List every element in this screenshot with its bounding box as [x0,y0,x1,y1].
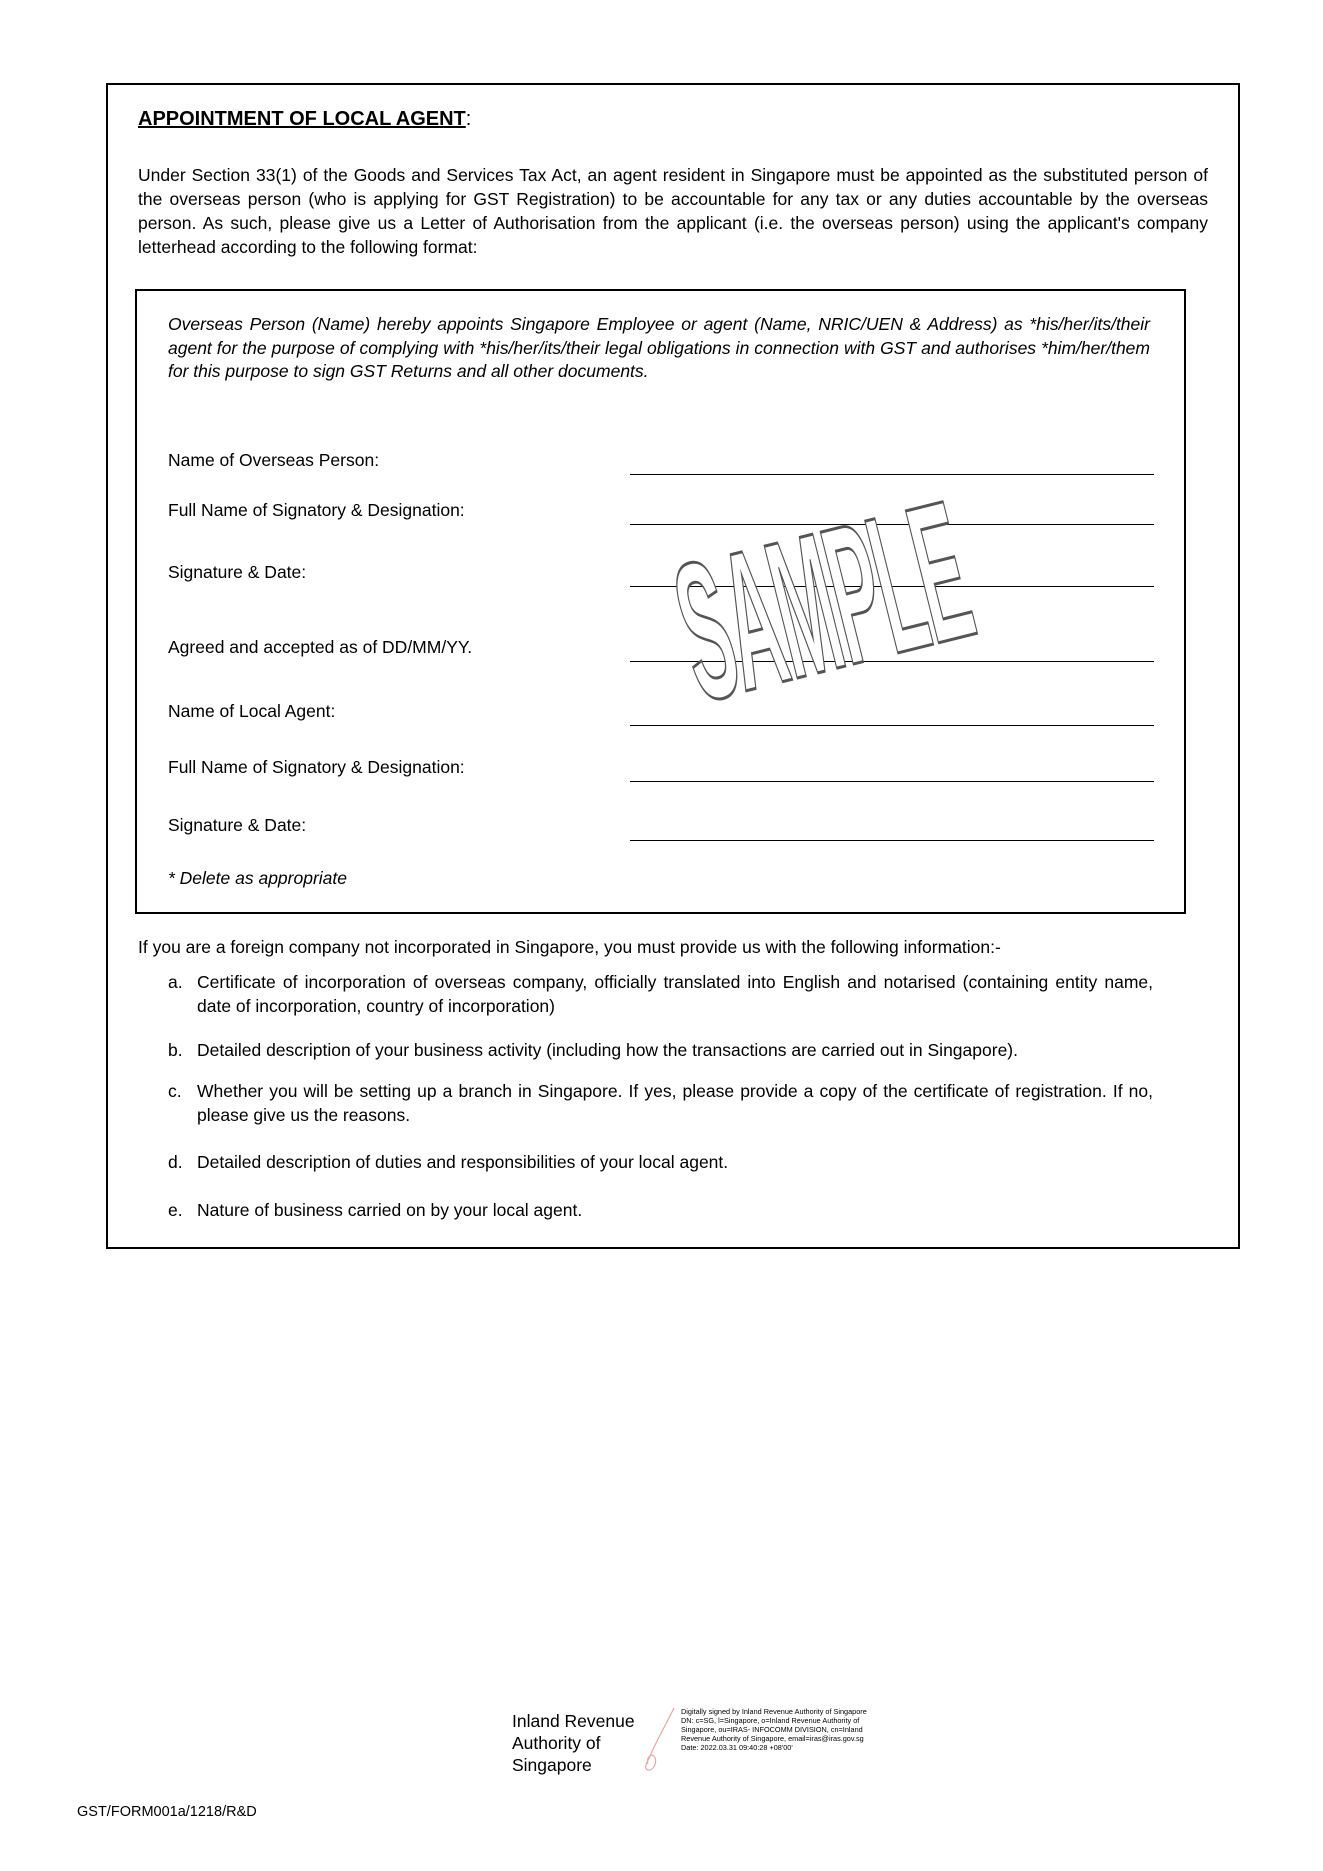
list-item-text: Certificate of incorporation of overseas company, officially translated into English and notarised (containing entity name, date of incorporation, country of incorporation) [197,972,1153,1016]
list-item [168,1039,1153,1063]
intro-paragraph: Under Section 33(1) of the Goods and Services Tax Act, an agent resident in Singapore must be appointed as the substituted person of the overseas person (who is applying for GST Registration) to be accountable for any tax or any duties accountable by the overseas person. As such, please give us a Letter of Authorisation from the applicant (i.e. the overseas person) using the applicant's company letterhead according to the following format: [138,165,1208,257]
field-label-overseas-signature-date: Signature & Date: [168,562,307,582]
list-marker: c. [168,1081,182,1101]
list-item-text: Detailed description of your business activity (including how the transactions are carried out in Singapore). [197,1040,1018,1060]
authorisation-letter-text: Overseas Person (Name) hereby appoints Singapore Employee or agent (Name, NRIC/UEN & Address) as *his/her/its/their agent for the purpose of complying with *his/her/its/their legal obligations in connection with GST and authorises *him/her/them for this purpose to sign GST Returns and all other documents. [168,314,1150,381]
field-label-overseas-signatory: Full Name of Signatory & Designation: [168,500,465,520]
list-item [168,1151,1153,1175]
list-marker: b. [168,1040,183,1060]
authority-name: Inland Revenue Authority of Singapore [512,1711,635,1775]
list-item [168,1080,1153,1127]
field-label-local-agent: Name of Local Agent: [168,701,336,721]
digital-signature-block: Digitally signed by Inland Revenue Authority of Singapore DN: c=SG, l=Singapore, o=Inland Revenue Authority of Singapore, ou=IRAS- INFOCOMM DIVISION, cn=Inland Revenue Authority of Singapore, email=iras@iras.gov.sg Date: 2022.03.31 09:40:28 +08'00' [681,1707,867,1752]
list-marker: e. [168,1200,183,1220]
list-item-text: Nature of business carried on by your local agent. [197,1200,583,1220]
field-label-agreed-date: Agreed and accepted as of DD/MM/YY. [168,637,473,657]
field-line-agent-signature-date[interactable] [630,840,1154,841]
field-line-agent-signatory[interactable] [630,781,1154,782]
delete-note: * Delete as appropriate [168,868,347,888]
field-label-overseas-person: Name of Overseas Person: [168,450,380,470]
section-heading [138,108,471,131]
sample-watermark: SAMPLE [656,459,989,744]
field-label-agent-signature-date: Signature & Date: [168,815,307,835]
section-heading-text: APPOINTMENT OF LOCAL AGENT [138,108,466,130]
signature-flourish-icon [640,1704,680,1774]
list-item [168,1199,1153,1223]
section-heading-colon: : [465,108,472,130]
list-marker: a. [168,972,183,992]
foreign-company-intro: If you are a foreign company not incorporated in Singapore, you must provide us with the following information:- [138,937,1001,957]
list-item [168,971,1153,1018]
list-item-text: Whether you will be setting up a branch in Singapore. If yes, please provide a copy of the certificate of registration. If no, please give us the reasons. [197,1081,1153,1125]
field-label-agent-signatory: Full Name of Signatory & Designation: [168,757,465,777]
list-item-text: Detailed description of duties and responsibilities of your local agent. [197,1152,729,1172]
form-code: GST/FORM001a/1218/R&D [77,1804,257,1820]
list-marker: d. [168,1152,183,1172]
